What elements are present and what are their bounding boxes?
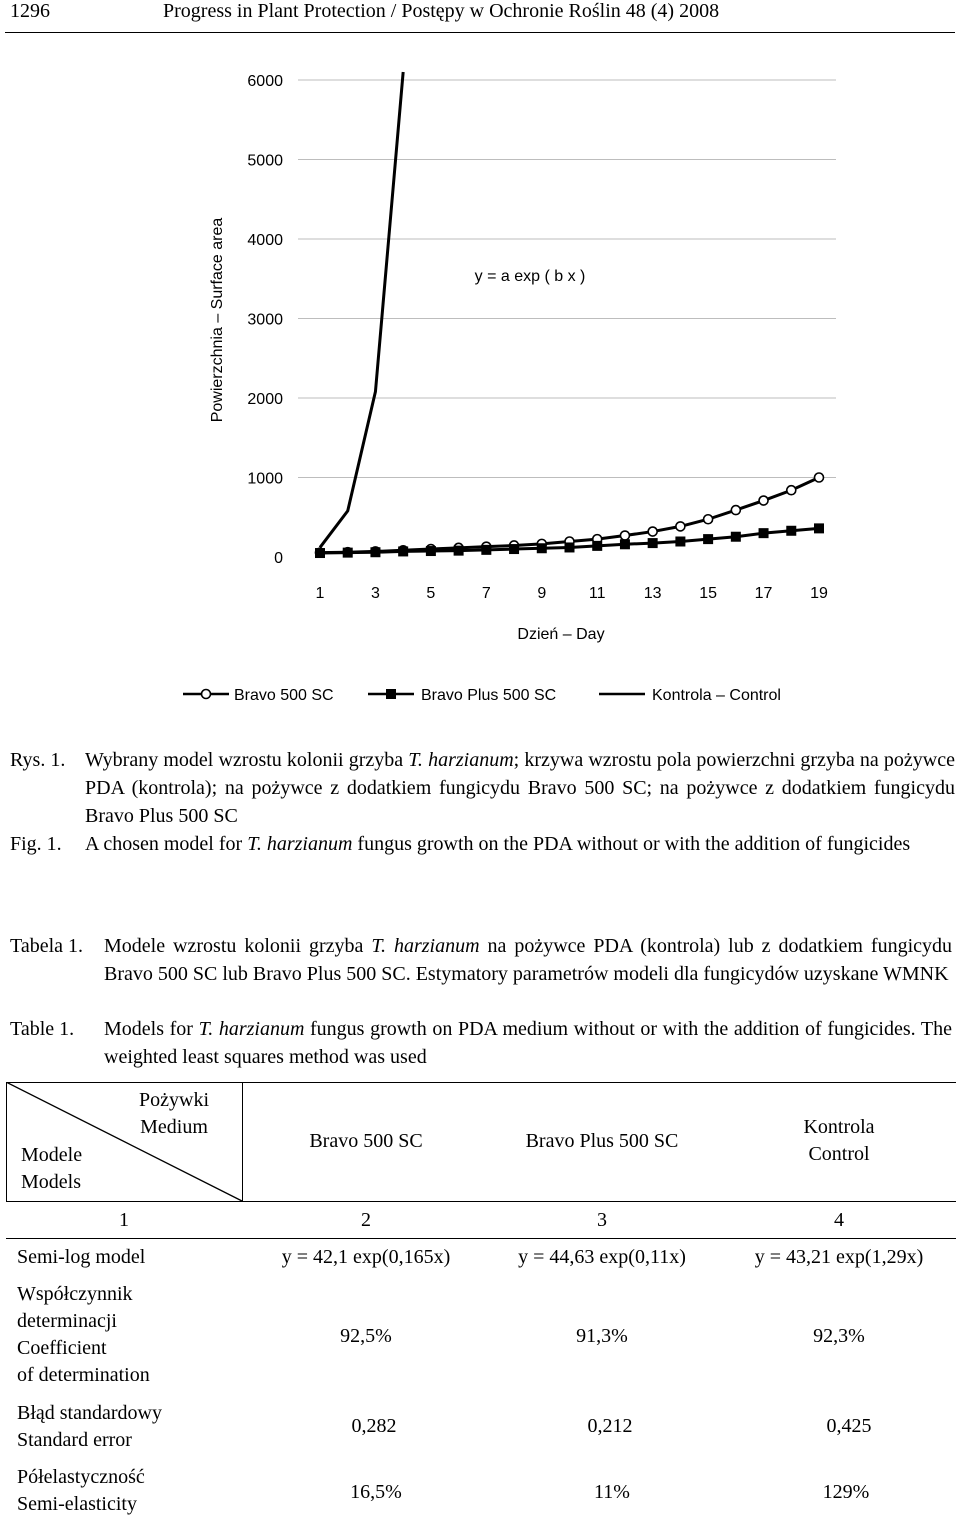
chart-legend xyxy=(183,687,781,704)
cell-semilog-control: y = 43,21 exp(1,29x) xyxy=(754,1246,924,1268)
cell-se-control: 0,425 xyxy=(826,1415,872,1437)
y-tick-label: 4000 xyxy=(247,232,283,249)
figure-caption-en-part1: A chosen model for xyxy=(85,833,248,855)
x-axis-label: Dzień – Day xyxy=(517,626,605,643)
data-point-bravo-plus xyxy=(398,546,408,556)
corner-models-label xyxy=(21,1142,121,1196)
species-name: T. harzianum xyxy=(247,833,353,855)
table-caption-pl-text xyxy=(104,932,952,988)
x-tick-labels xyxy=(316,585,828,602)
species-name: T. harzianum xyxy=(198,1018,305,1040)
table-caption-en-text xyxy=(104,1015,952,1071)
row-label-line: Błąd standardowy xyxy=(17,1402,162,1424)
data-point-bravo xyxy=(648,527,657,536)
table-caption-pl-part2: na pożywce PDA (kontrola) lub z dodatkiem fungicydu Bravo 500 SC lub Bravo Plus 500 SC. Estymatory parametrów modeli dla fungicydów uzyskane WMNK xyxy=(104,935,953,985)
data-point-bravo xyxy=(676,522,685,531)
column-number: 1 xyxy=(119,1209,129,1231)
series-line-control xyxy=(320,72,403,547)
cell-determination-bravo: 92,5% xyxy=(340,1325,392,1347)
model-annotation: y = a exp ( b x ) xyxy=(474,268,586,285)
data-point-bravo-plus xyxy=(759,528,769,538)
row-label-line: Współczynnik xyxy=(17,1283,133,1305)
x-tick-label: 17 xyxy=(754,585,773,602)
row-label-line: Coefficient xyxy=(17,1337,107,1359)
column-number: 2 xyxy=(361,1209,371,1231)
x-tick-label: 7 xyxy=(481,585,491,602)
row-label-line: Semi-elasticity xyxy=(17,1493,137,1515)
y-tick-label: 6000 xyxy=(247,73,283,90)
table-caption-en xyxy=(10,1015,955,1071)
row-label-standard-error xyxy=(17,1400,247,1454)
figure-caption-pl-part1: Wybrany model wzrostu kolonii grzyba xyxy=(85,749,409,771)
cell-se2-control: 129% xyxy=(822,1481,870,1503)
data-point-bravo xyxy=(731,506,740,515)
data-point-bravo xyxy=(759,496,768,505)
series-markers xyxy=(315,473,824,558)
data-point-bravo-plus xyxy=(703,534,713,544)
x-tick-label: 1 xyxy=(315,585,325,602)
table-caption-pl-label: Tabela 1. xyxy=(10,935,84,957)
table-number-rule xyxy=(6,1238,956,1239)
x-tick-label: 19 xyxy=(810,585,828,602)
row-label-semilog: Semi-log model xyxy=(17,1246,146,1268)
x-tick-label: 13 xyxy=(643,585,662,602)
legend-label: Kontrola – Control xyxy=(652,687,781,704)
y-tick-label: 5000 xyxy=(247,152,283,170)
data-point-bravo xyxy=(815,473,824,482)
corner-medium-en: Medium xyxy=(140,1116,208,1138)
figure-caption-pl-label: Rys. 1. xyxy=(10,749,66,771)
data-point-bravo-plus xyxy=(343,548,353,558)
data-point-bravo-plus xyxy=(370,547,380,557)
corner-models-en: Models xyxy=(21,1171,81,1193)
figure-caption-en-label: Fig. 1. xyxy=(10,833,62,855)
figure-caption-pl-part2: ; krzywa wzrostu pola powierzchni grzyba na pożywce PDA (kontrola); na pożywce z dodatkiem fungicydu Bravo 500 SC; na pożywce z dodatkiem fungicydu Bravo Plus 500 SC xyxy=(85,749,955,827)
cell-se2-bravo: 16,5% xyxy=(350,1481,402,1503)
data-point-bravo xyxy=(787,486,796,495)
legend-label: Bravo 500 SC xyxy=(234,687,334,704)
column-number: 4 xyxy=(834,1209,844,1231)
page-number: 1296 xyxy=(10,0,50,22)
y-axis-label: Powierzchnia – Surface area xyxy=(209,217,226,423)
y-tick-label: 2000 xyxy=(247,391,283,408)
x-tick-label: 11 xyxy=(588,585,606,602)
row-label-line: Standard error xyxy=(17,1429,132,1451)
species-name: T. harzianum xyxy=(408,749,514,771)
figure-caption-pl-text xyxy=(85,746,955,830)
data-point-bravo-plus xyxy=(565,542,575,552)
header-control-en: Control xyxy=(808,1143,870,1165)
data-point-bravo-plus xyxy=(426,546,436,556)
data-point-bravo-plus xyxy=(731,532,741,542)
x-tick-label: 15 xyxy=(699,585,718,602)
row-label-line: of determination xyxy=(17,1364,150,1386)
row-label-line: Półelastyczność xyxy=(17,1466,145,1488)
data-point-bravo xyxy=(704,515,713,524)
row-label-determination xyxy=(17,1281,247,1389)
cell-se2-bravo-plus: 11% xyxy=(594,1481,630,1503)
x-tick-label: 9 xyxy=(537,585,547,602)
header-control-pl: Kontrola xyxy=(803,1116,875,1138)
row-label-line: determinacji xyxy=(17,1310,117,1332)
data-point-bravo xyxy=(620,531,629,540)
data-point-bravo-plus xyxy=(620,539,630,549)
journal-title: Progress in Plant Protection / Postępy w Ochronie Roślin 48 (4) 2008 xyxy=(163,0,720,22)
corner-medium-pl: Pożywki xyxy=(139,1089,209,1111)
data-point-bravo-plus xyxy=(814,523,824,533)
cell-determination-bravo-plus: 91,3% xyxy=(576,1325,628,1347)
table-caption-en-part1: Models for xyxy=(104,1018,199,1040)
header-control xyxy=(726,1114,952,1168)
y-tick-label: 0 xyxy=(274,550,283,567)
corner-medium-label xyxy=(124,1087,224,1141)
data-point-bravo-plus xyxy=(481,545,491,555)
figure-caption-en-text xyxy=(85,830,955,858)
figure-caption-pl xyxy=(10,746,955,830)
table-caption-en-label: Table 1. xyxy=(10,1018,75,1040)
figure-caption-en xyxy=(10,830,955,886)
series-lines xyxy=(320,72,819,553)
legend-marker-square xyxy=(386,689,396,699)
cell-semilog-bravo-plus: y = 44,63 exp(0,11x) xyxy=(518,1246,686,1268)
x-tick-label: 3 xyxy=(370,585,380,602)
y-tick-label: 1000 xyxy=(247,470,283,488)
data-point-bravo-plus xyxy=(648,538,658,548)
legend-label: Bravo Plus 500 SC xyxy=(421,687,557,704)
models-table xyxy=(6,1082,956,1522)
table-caption-en-part2: fungus growth on PDA medium without or with the addition of fungicides. The weighted least squares method was used xyxy=(104,1018,952,1068)
legend-marker-circle xyxy=(202,690,211,699)
data-point-bravo-plus xyxy=(675,536,685,546)
data-point-bravo-plus xyxy=(786,526,796,536)
y-tick-label: 3000 xyxy=(247,311,283,329)
x-tick-label: 5 xyxy=(426,585,436,602)
data-point-bravo-plus xyxy=(509,544,519,554)
cell-se-bravo: 0,282 xyxy=(351,1415,397,1437)
cell-semilog-bravo: y = 42,1 exp(0,165x) xyxy=(281,1246,451,1268)
species-name: T. harzianum xyxy=(371,935,480,957)
data-point-bravo-plus xyxy=(537,543,547,553)
cell-se-bravo-plus: 0,212 xyxy=(587,1415,633,1437)
cell-determination-control: 92,3% xyxy=(813,1325,865,1347)
growth-chart xyxy=(0,0,960,720)
header-bravo-plus: Bravo Plus 500 SC xyxy=(525,1130,679,1152)
row-label-semi-elasticity xyxy=(17,1464,247,1518)
y-tick-labels xyxy=(247,73,283,567)
header-bravo: Bravo 500 SC xyxy=(309,1130,423,1152)
data-point-bravo-plus xyxy=(592,541,602,551)
figure-caption-en-part2: fungus growth on the PDA without or with the addition of fungicides xyxy=(352,833,911,855)
data-point-bravo-plus xyxy=(454,546,464,556)
data-point-bravo-plus xyxy=(315,548,325,558)
table-caption-pl-part1: Modele wzrostu kolonii grzyba xyxy=(104,935,372,957)
corner-models-pl: Modele xyxy=(21,1144,83,1166)
table-caption-pl xyxy=(10,932,955,1016)
column-number: 3 xyxy=(597,1209,607,1231)
